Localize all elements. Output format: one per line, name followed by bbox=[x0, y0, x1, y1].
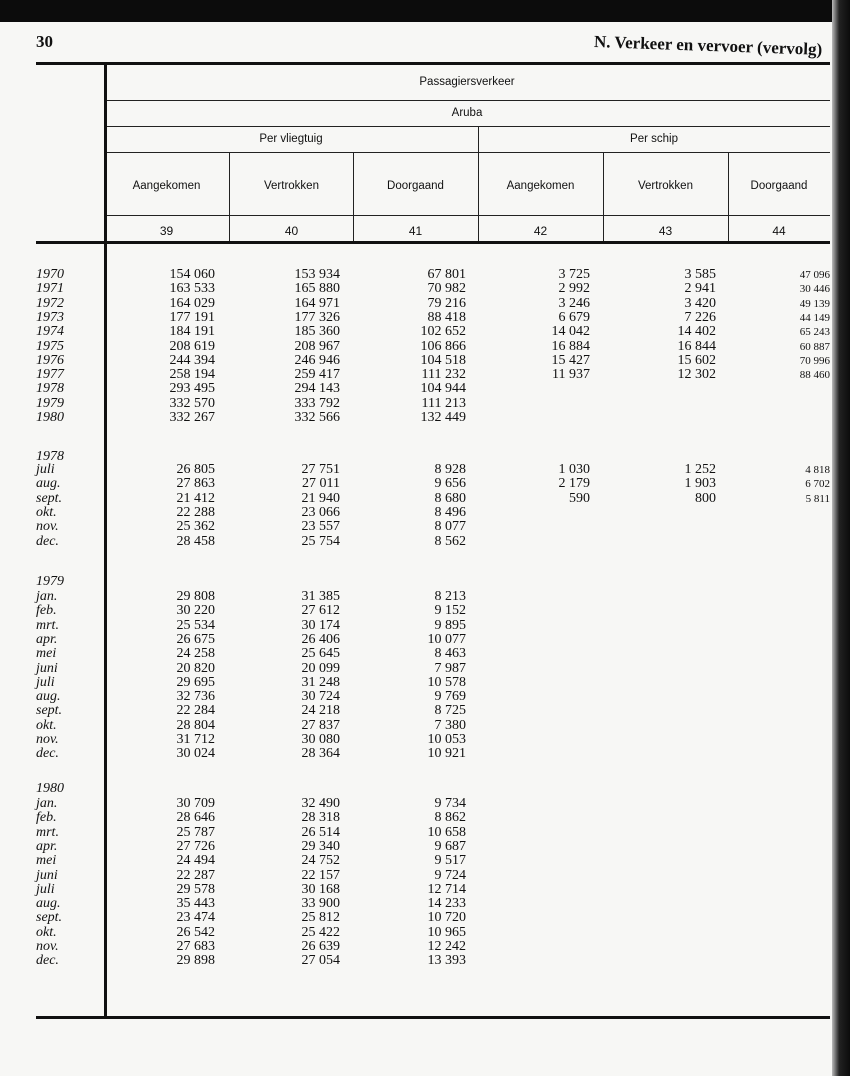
table-cell: 26 514 bbox=[301, 824, 340, 840]
table-cell: 30 724 bbox=[301, 689, 340, 705]
table-cell: 8 725 bbox=[434, 703, 466, 719]
row-label: 1980 bbox=[36, 410, 64, 425]
row-label: 1979 bbox=[36, 395, 64, 411]
table-cell: 3 585 bbox=[684, 267, 716, 282]
table-cell: 27 726 bbox=[176, 838, 215, 854]
table-cell: 12 714 bbox=[427, 881, 466, 897]
table-cell: 258 194 bbox=[169, 367, 215, 383]
table-cell: 8 680 bbox=[434, 490, 466, 506]
row-label: dec. bbox=[36, 533, 59, 549]
table-cell: 11 937 bbox=[552, 367, 590, 383]
table-cell: 65 243 bbox=[799, 326, 830, 339]
table-cell: 153 934 bbox=[294, 267, 340, 282]
table-cell: 9 895 bbox=[434, 617, 466, 633]
scan-border-top bbox=[0, 0, 850, 22]
table-bottom-rule bbox=[36, 1016, 830, 1019]
row-label: nov. bbox=[36, 519, 59, 535]
table-cell: 12 242 bbox=[427, 939, 466, 954]
row-label: 1973 bbox=[36, 309, 64, 325]
row-label: 1972 bbox=[36, 295, 64, 311]
table-cell: 47 096 bbox=[799, 269, 830, 281]
table-cell: 32 490 bbox=[301, 796, 340, 811]
row-label: 1974 bbox=[36, 324, 64, 340]
table-cell: 31 385 bbox=[301, 589, 340, 604]
table-cell: 185 360 bbox=[294, 324, 340, 340]
table-cell: 10 658 bbox=[427, 824, 466, 840]
table-cell: 8 213 bbox=[434, 589, 466, 604]
table-cell: 70 982 bbox=[427, 281, 466, 297]
table-cell: 244 394 bbox=[169, 352, 215, 368]
column-number: 41 bbox=[408, 224, 423, 238]
row-label: mei bbox=[36, 646, 57, 662]
table-cell: 70 996 bbox=[799, 354, 830, 367]
row-label: okt. bbox=[36, 924, 57, 940]
table-cell: 7 987 bbox=[434, 660, 466, 676]
table-cell: 28 458 bbox=[176, 533, 215, 549]
row-label: jan. bbox=[36, 796, 58, 811]
table-cell: 24 258 bbox=[176, 646, 215, 662]
table-cell: 15 602 bbox=[677, 352, 716, 368]
table-top-rule bbox=[36, 62, 830, 65]
table-cell: 104 944 bbox=[420, 381, 466, 397]
table-cell: 294 143 bbox=[294, 381, 340, 397]
table-cell: 33 900 bbox=[301, 896, 340, 912]
table-cell: 26 805 bbox=[176, 462, 215, 477]
header-bottom-rule bbox=[36, 241, 830, 244]
table-cell: 22 287 bbox=[176, 867, 215, 883]
column-header: Doorgaand bbox=[387, 180, 444, 192]
table-cell: 246 946 bbox=[294, 352, 340, 368]
table-cell: 30 080 bbox=[301, 732, 340, 747]
table-cell: 29 695 bbox=[176, 674, 215, 690]
table-cell: 27 751 bbox=[301, 462, 340, 477]
table-cell: 8 562 bbox=[434, 533, 466, 549]
section-heading: 1978 bbox=[36, 449, 64, 464]
table-cell: 2 992 bbox=[558, 281, 590, 297]
row-label: sept. bbox=[36, 703, 63, 719]
table-cell: 177 191 bbox=[169, 309, 215, 325]
table-cell: 164 971 bbox=[294, 295, 340, 311]
table-cell: 259 417 bbox=[294, 367, 340, 383]
table-cell: 208 967 bbox=[294, 338, 340, 354]
table-cell: 26 675 bbox=[176, 631, 215, 647]
table-cell: 9 656 bbox=[434, 476, 466, 492]
row-label: juli bbox=[36, 462, 55, 477]
table-cell: 25 812 bbox=[301, 910, 340, 926]
table-cell: 23 066 bbox=[301, 504, 340, 520]
group-per-schip: Per schip bbox=[630, 133, 678, 145]
table-cell: 163 533 bbox=[169, 281, 215, 297]
table-cell: 27 683 bbox=[176, 939, 215, 954]
table-cell: 2 179 bbox=[558, 476, 590, 492]
table-cell: 184 191 bbox=[169, 324, 215, 340]
table-cell: 111 232 bbox=[421, 367, 466, 383]
table-cell: 333 792 bbox=[294, 395, 340, 411]
table-cell: 32 736 bbox=[176, 689, 215, 705]
table-cell: 10 077 bbox=[427, 631, 466, 647]
table-cell: 9 517 bbox=[434, 853, 466, 869]
row-label: nov. bbox=[36, 939, 59, 954]
table-cell: 16 844 bbox=[677, 338, 716, 354]
column-header: Vertrokken bbox=[264, 180, 319, 192]
column-header: Aangekomen bbox=[506, 180, 575, 192]
table-cell: 35 443 bbox=[176, 896, 215, 912]
table-cell: 24 494 bbox=[176, 853, 215, 869]
table-cell: 14 402 bbox=[677, 324, 716, 340]
table-cell: 30 174 bbox=[301, 617, 340, 633]
page-number: 30 bbox=[36, 32, 53, 51]
table-cell: 10 053 bbox=[427, 732, 466, 747]
table-cell: 590 bbox=[569, 490, 590, 506]
row-label: 1971 bbox=[36, 281, 64, 297]
table-cell: 30 168 bbox=[301, 881, 340, 897]
table-cell: 9 724 bbox=[434, 867, 466, 883]
scan-border-right bbox=[832, 0, 850, 1076]
table-cell: 111 213 bbox=[421, 395, 466, 411]
table-cell: 28 804 bbox=[176, 717, 215, 733]
table-cell: 24 218 bbox=[301, 703, 340, 719]
table-cell: 3 420 bbox=[684, 295, 716, 311]
table-cell: 29 578 bbox=[176, 881, 215, 897]
table-cell: 27 054 bbox=[301, 953, 340, 969]
table-cell: 102 652 bbox=[420, 324, 466, 340]
row-label: mrt. bbox=[36, 617, 59, 633]
table-cell: 30 709 bbox=[176, 796, 215, 811]
row-label: aug. bbox=[36, 896, 61, 912]
row-label: 1975 bbox=[36, 338, 64, 354]
table-cell: 8 862 bbox=[434, 810, 466, 826]
table-cell: 104 518 bbox=[420, 352, 466, 368]
table-cell: 27 011 bbox=[302, 476, 340, 492]
row-label: sept. bbox=[36, 490, 63, 506]
row-label: mrt. bbox=[36, 824, 59, 840]
table-cell: 8 077 bbox=[434, 519, 466, 535]
row-label: feb. bbox=[36, 603, 57, 619]
row-label: juni bbox=[36, 867, 58, 883]
table-cell: 26 639 bbox=[301, 939, 340, 954]
row-label: jan. bbox=[36, 589, 58, 604]
table-cell: 7 226 bbox=[684, 309, 716, 325]
table-cell: 27 863 bbox=[176, 476, 215, 492]
table-cell: 25 534 bbox=[176, 617, 215, 633]
table-cell: 21 940 bbox=[301, 490, 340, 506]
rule bbox=[104, 215, 830, 216]
table-cell: 25 787 bbox=[176, 824, 215, 840]
column-number: 43 bbox=[658, 224, 673, 238]
row-label: apr. bbox=[36, 631, 58, 647]
row-label: 1976 bbox=[36, 352, 64, 368]
row-label: feb. bbox=[36, 810, 57, 826]
table-cell: 31 712 bbox=[176, 732, 215, 747]
table-cell: 14 042 bbox=[551, 324, 590, 340]
row-label: juni bbox=[36, 660, 58, 676]
table-cell: 6 702 bbox=[805, 478, 830, 491]
table-cell: 1 030 bbox=[558, 462, 590, 477]
table-cell: 7 380 bbox=[434, 717, 466, 733]
table-cell: 332 566 bbox=[294, 410, 340, 425]
table-cell: 9 687 bbox=[434, 838, 466, 854]
table-cell: 16 884 bbox=[551, 338, 590, 354]
table-cell: 10 720 bbox=[427, 910, 466, 926]
table-cell: 23 474 bbox=[176, 910, 215, 926]
row-label: 1970 bbox=[36, 267, 64, 282]
column-number: 39 bbox=[159, 224, 174, 238]
table-cell: 79 216 bbox=[427, 295, 466, 311]
table-cell: 88 418 bbox=[427, 309, 466, 325]
table-cell: 23 557 bbox=[301, 519, 340, 535]
row-label: dec. bbox=[36, 953, 59, 969]
table-cell: 14 233 bbox=[427, 896, 466, 912]
column-number: 42 bbox=[533, 224, 548, 238]
table-cell: 25 422 bbox=[301, 924, 340, 940]
table-cell: 106 866 bbox=[420, 338, 466, 354]
stub-divider bbox=[104, 62, 107, 1017]
table-cell: 9 769 bbox=[434, 689, 466, 705]
rule bbox=[104, 152, 830, 153]
table-cell: 27 837 bbox=[301, 717, 340, 733]
table-cell: 164 029 bbox=[169, 295, 215, 311]
table-cell: 27 612 bbox=[301, 603, 340, 619]
table-cell: 31 248 bbox=[301, 674, 340, 690]
table-cell: 15 427 bbox=[551, 352, 590, 368]
row-label: sept. bbox=[36, 910, 63, 926]
table-cell: 67 801 bbox=[427, 267, 466, 282]
table-cell: 29 808 bbox=[176, 589, 215, 604]
table-cell: 9 734 bbox=[434, 796, 466, 811]
table-cell: 30 220 bbox=[176, 603, 215, 619]
table-cell: 8 928 bbox=[434, 462, 466, 477]
column-number: 40 bbox=[284, 224, 299, 238]
table-cell: 88 460 bbox=[799, 369, 830, 382]
table-cell: 1 903 bbox=[684, 476, 716, 492]
column-number: 44 bbox=[772, 224, 786, 238]
table-cell: 13 393 bbox=[427, 953, 466, 969]
table-cell: 20 099 bbox=[301, 660, 340, 676]
table-cell: 22 288 bbox=[176, 504, 215, 520]
table-cell: 332 570 bbox=[169, 395, 215, 411]
column-header: Aangekomen bbox=[132, 180, 201, 192]
table-cell: 22 157 bbox=[301, 867, 340, 883]
table-cell: 165 880 bbox=[294, 281, 340, 297]
row-label: 1977 bbox=[36, 367, 64, 383]
section-heading: 1980 bbox=[36, 781, 64, 796]
table-cell: 25 754 bbox=[301, 533, 340, 549]
table-cell: 22 284 bbox=[176, 703, 215, 719]
table-cell: 10 965 bbox=[427, 924, 466, 940]
table-cell: 30 446 bbox=[799, 283, 830, 296]
table-cell: 2 941 bbox=[684, 281, 716, 297]
table-cell: 208 619 bbox=[169, 338, 215, 354]
table-cell: 3 246 bbox=[558, 295, 590, 311]
table-cell: 30 024 bbox=[176, 746, 215, 762]
table-cell: 12 302 bbox=[677, 367, 716, 383]
table-cell: 21 412 bbox=[176, 490, 215, 506]
table-cell: 49 139 bbox=[799, 297, 830, 310]
row-label: apr. bbox=[36, 838, 58, 854]
row-label: aug. bbox=[36, 689, 61, 705]
table-cell: 60 887 bbox=[799, 340, 830, 353]
row-label: dec. bbox=[36, 746, 59, 762]
table-cell: 25 362 bbox=[176, 519, 215, 535]
table-cell: 29 340 bbox=[301, 838, 340, 854]
row-label: mei bbox=[36, 853, 57, 869]
group-per-vliegtuig: Per vliegtuig bbox=[259, 133, 323, 145]
table-cell: 8 496 bbox=[434, 504, 466, 520]
table-cell: 20 820 bbox=[176, 660, 215, 676]
row-label: aug. bbox=[36, 476, 61, 492]
table-cell: 26 542 bbox=[176, 924, 215, 940]
chapter-title: N. Verkeer en vervoer (vervolg) bbox=[593, 32, 823, 59]
table-cell: 154 060 bbox=[169, 267, 215, 282]
table-cell: 1 252 bbox=[684, 462, 716, 477]
row-label: juli bbox=[36, 881, 55, 897]
header-passagiersverkeer: Passagiersverkeer bbox=[419, 76, 515, 88]
table-cell: 10 578 bbox=[427, 674, 466, 690]
table-cell: 3 725 bbox=[558, 267, 590, 282]
rule bbox=[104, 100, 830, 101]
row-label: 1978 bbox=[36, 381, 64, 397]
column-header: Vertrokken bbox=[638, 180, 693, 192]
table-cell: 8 463 bbox=[434, 646, 466, 662]
table-cell: 132 449 bbox=[420, 410, 466, 425]
table-cell: 28 364 bbox=[301, 746, 340, 762]
table-cell: 44 149 bbox=[799, 311, 830, 324]
table-cell: 177 326 bbox=[294, 309, 340, 325]
row-label: nov. bbox=[36, 732, 59, 747]
table-cell: 6 679 bbox=[558, 309, 590, 325]
table-cell: 4 818 bbox=[805, 464, 830, 476]
table-cell: 10 921 bbox=[427, 746, 466, 762]
table-cell: 5 811 bbox=[805, 492, 830, 505]
table-cell: 25 645 bbox=[301, 646, 340, 662]
row-label: okt. bbox=[36, 717, 57, 733]
table-cell: 9 152 bbox=[434, 603, 466, 619]
row-label: okt. bbox=[36, 504, 57, 520]
row-label: juli bbox=[36, 674, 55, 690]
table-cell: 26 406 bbox=[301, 631, 340, 647]
table-cell: 293 495 bbox=[169, 381, 215, 397]
table-cell: 332 267 bbox=[169, 410, 215, 425]
section-heading: 1979 bbox=[36, 574, 64, 589]
column-header: Doorgaand bbox=[750, 180, 808, 192]
table-cell: 29 898 bbox=[176, 953, 215, 969]
table-cell: 800 bbox=[695, 490, 716, 506]
table-cell: 28 318 bbox=[301, 810, 340, 826]
header-aruba: Aruba bbox=[451, 107, 483, 119]
table-cell: 28 646 bbox=[176, 810, 215, 826]
rule bbox=[104, 126, 830, 127]
table-cell: 24 752 bbox=[301, 853, 340, 869]
